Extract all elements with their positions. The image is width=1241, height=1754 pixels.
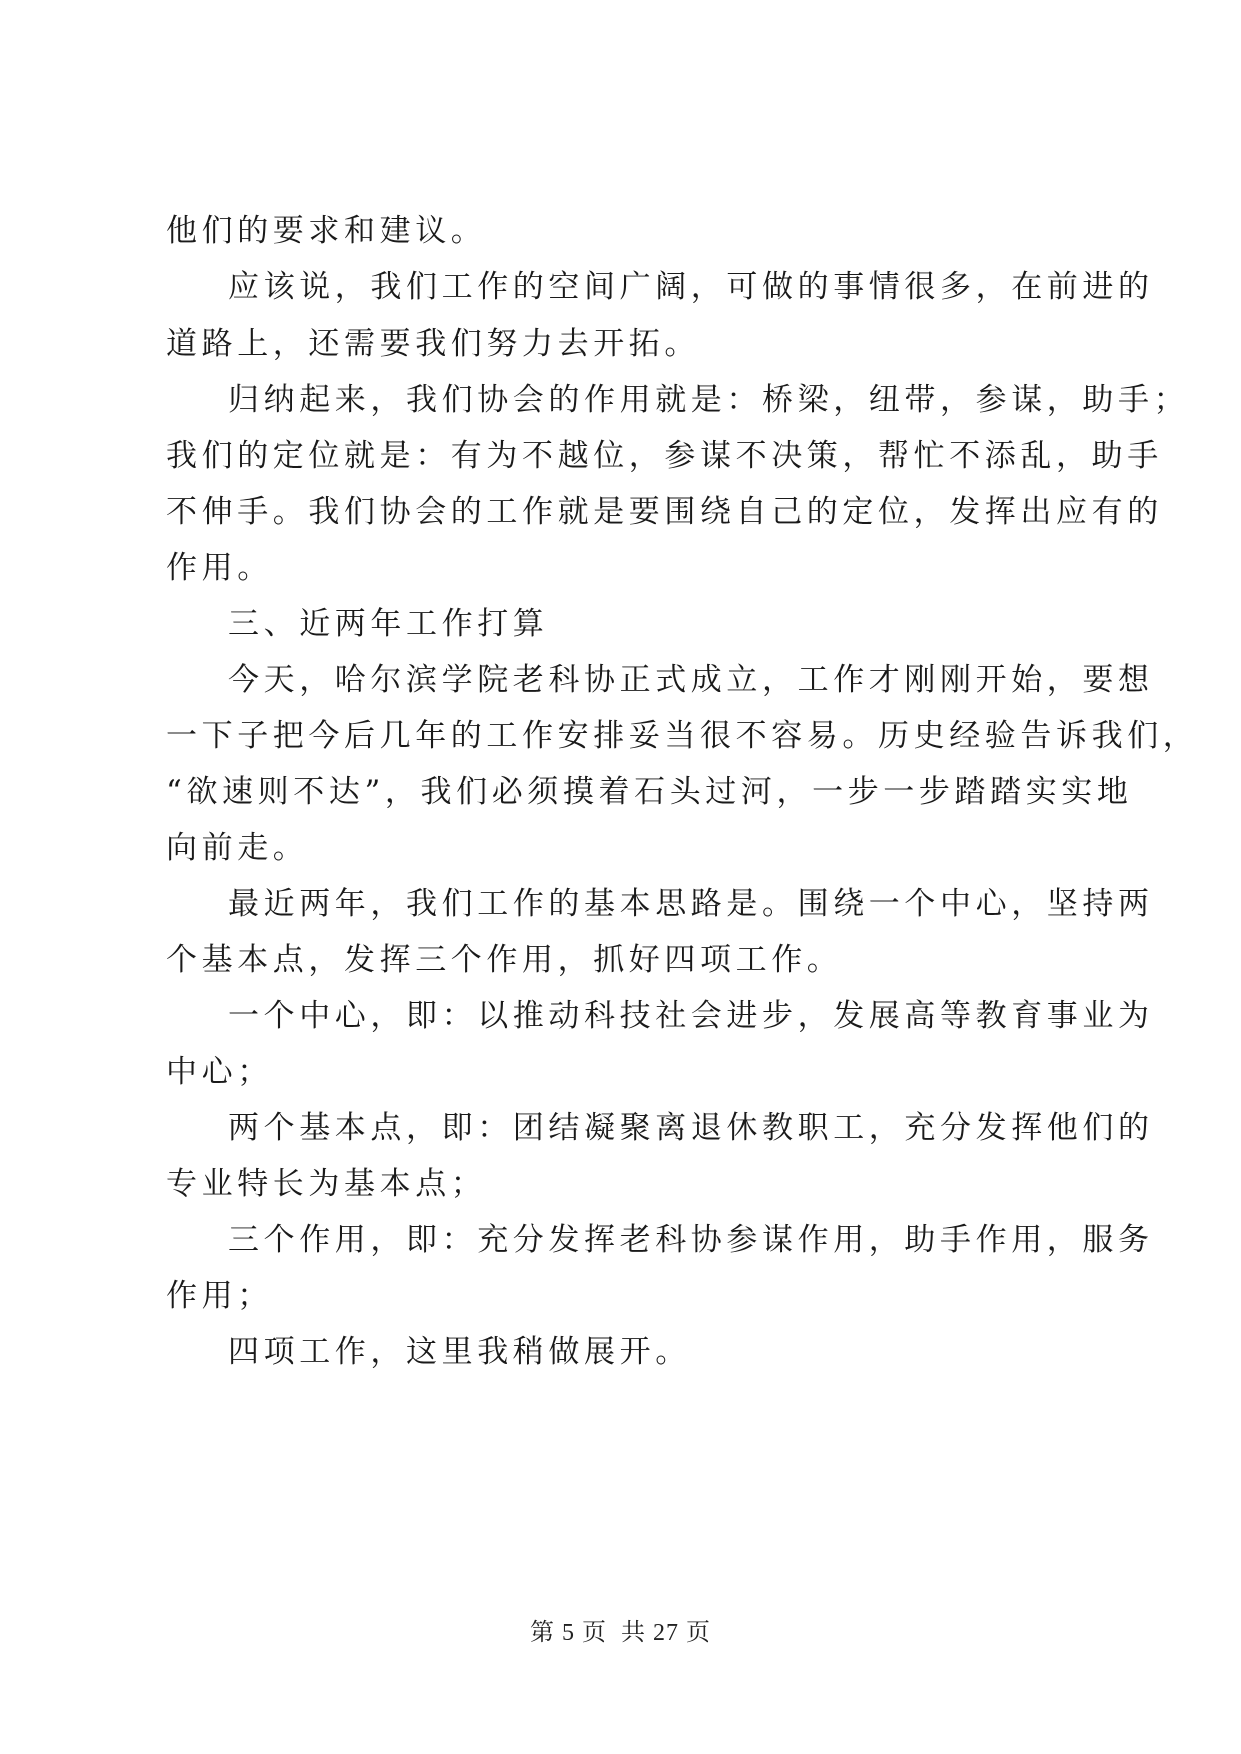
text-line: 作用。: [166, 550, 273, 586]
text-line: 一下子把今后几年的工作安排妥当很不容易。历史经验告诉我们，: [166, 718, 1199, 754]
paragraph-first-line: 今天，哈尔滨学院老科协正式成立，工作才刚刚开始，要想: [228, 662, 1154, 698]
paragraph-first-line: 四项工作，这里我稍做展开。: [228, 1334, 691, 1370]
text-line: 向前走。: [166, 830, 309, 866]
text-line: 我们的定位就是：有为不越位，参谋不决策，帮忙不添乱，助手: [166, 438, 1163, 474]
paragraph-first-line: 归纳起来，我们协会的作用就是：桥梁，纽带，参谋，助手；: [228, 382, 1190, 418]
paragraph-first-line: 一个中心，即：以推动科技社会进步，发展高等教育事业为: [228, 998, 1154, 1034]
paragraph-first-line: 三个作用，即：充分发挥老科协参谋作用，助手作用，服务: [228, 1222, 1154, 1258]
page-footer: [0, 1612, 1241, 1647]
paragraph-first-line: 应该说，我们工作的空间广阔，可做的事情很多，在前进的: [228, 269, 1154, 305]
paragraph-first-line: 最近两年，我们工作的基本思路是。围绕一个中心，坚持两: [228, 886, 1154, 922]
text-line: 道路上，还需要我们努力去开拓。: [166, 326, 700, 362]
page-number-label: 第 5 页 共 27 页: [530, 1620, 711, 1646]
text-line: 他们的要求和建议。: [166, 213, 487, 249]
text-line: 不伸手。我们协会的工作就是要围绕自己的定位，发挥出应有的: [166, 494, 1163, 530]
section-heading: 三、近两年工作打算: [228, 606, 549, 642]
text-line: “欲速则不达”，我们必须摸着石头过河，一步一步踏踏实实地: [166, 774, 1133, 810]
text-line: 中心；: [166, 1054, 273, 1090]
paragraph-first-line: 两个基本点，即：团结凝聚离退休教职工，充分发挥他们的: [228, 1110, 1154, 1146]
text-line: 专业特长为基本点；: [166, 1166, 487, 1202]
text-line: 个基本点，发挥三个作用，抓好四项工作。: [166, 942, 843, 978]
text-line: 作用；: [166, 1278, 273, 1314]
